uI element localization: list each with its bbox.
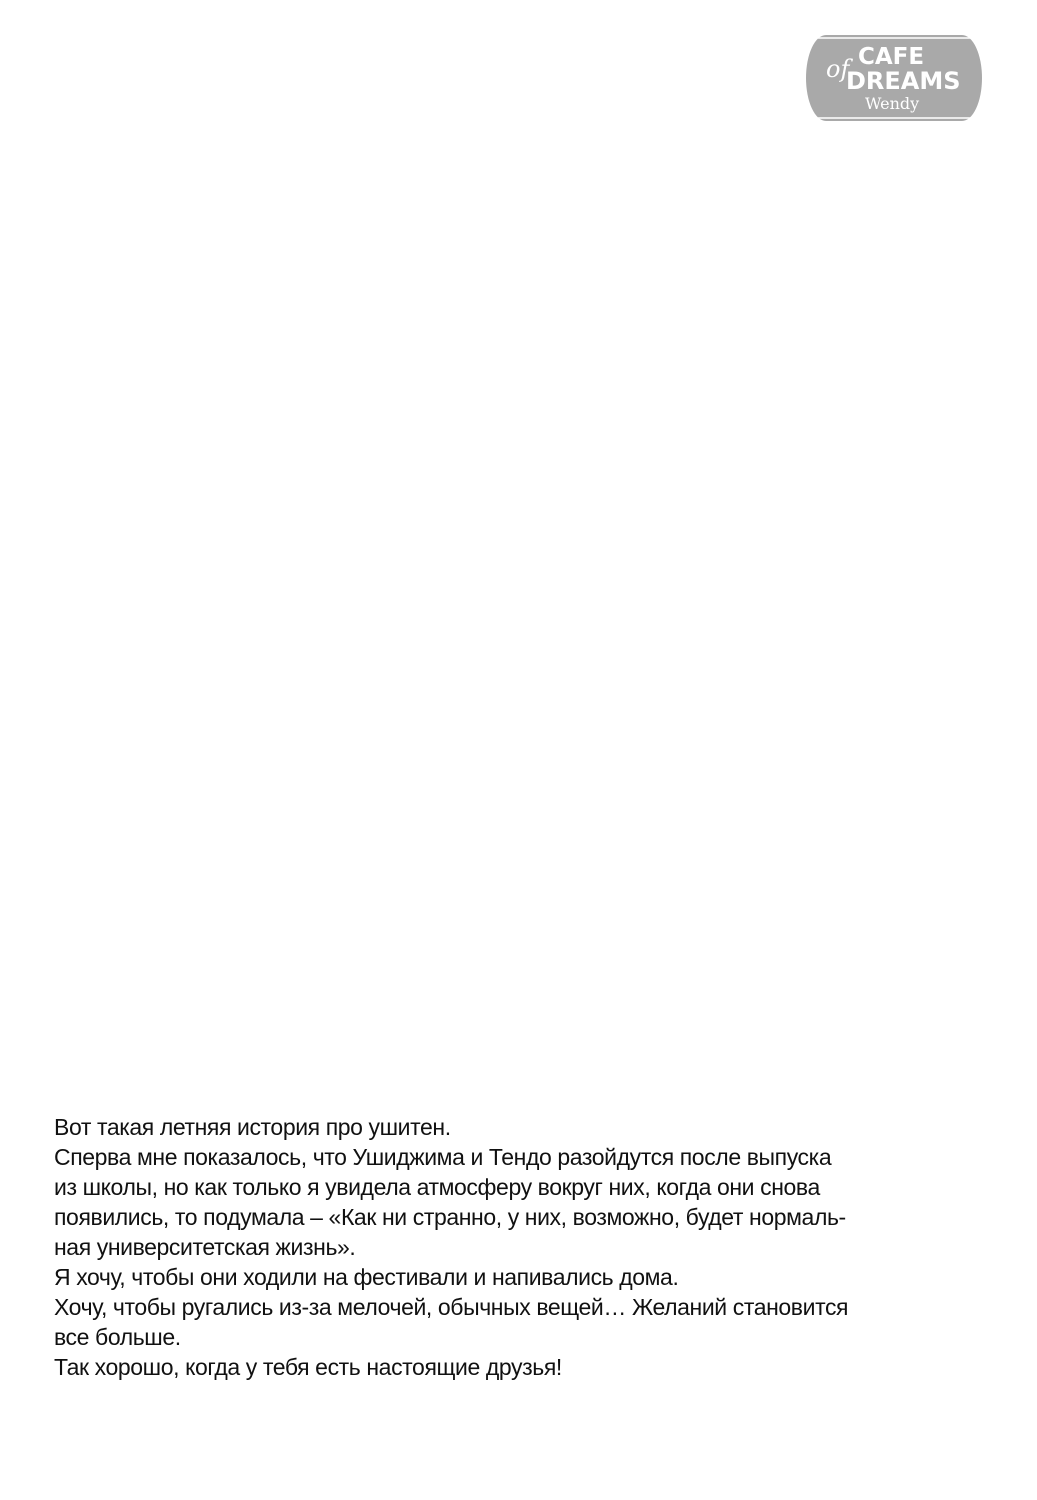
afterword-line: появились, то подумала – «Как ни странно, у них, возможно, будет нормаль- [54,1204,846,1230]
afterword-line: Сперва мне показалось, что Ушиджима и Тендо разойдутся после выпуска [54,1144,832,1170]
afterword-line: Хочу, чтобы ругались из-за мелочей, обычных вещей… Желаний становится [54,1294,849,1320]
afterword-line: ная университетская жизнь». [54,1234,356,1260]
afterword-line: все больше. [54,1324,181,1350]
logo-cafe-text: CAFE [858,44,925,70]
afterword-line: Вот такая летняя история про ушитен. [54,1114,451,1140]
afterword-line: Так хорошо, когда у тебя есть настоящие друзья! [54,1354,562,1380]
afterword-line: из школы, но как только я увидела атмосферу вокруг них, когда они снова [54,1174,820,1200]
afterword-line: Я хочу, чтобы они ходили на фестивали и напивались дома. [54,1264,679,1290]
logo-of-text: of [826,55,850,83]
logo-graphic [806,35,982,121]
logo-signature-text: Wendy [865,94,920,113]
cafe-of-dreams-logo [806,35,982,121]
logo-dreams-text: DREAMS [846,67,961,95]
afterword-text [54,1112,884,1382]
